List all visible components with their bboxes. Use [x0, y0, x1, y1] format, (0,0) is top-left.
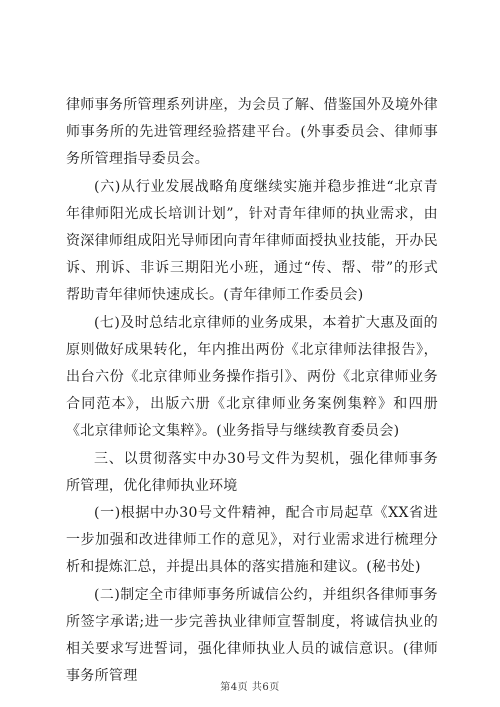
paragraph-1: 律师事务所管理系列讲座，为会员了解、借鉴国外及境外律师事务所的先进管理经验搭建平台。(外事委员会、律师事务所管理指导委员会。	[66, 97, 438, 168]
paragraph-5: (二)制定全市律师事务所诚信公约，并组织各律师事务所签字承诺;进一步完善执业律师宣誓制度，将诚信执业的相关要求写进誓词，强化律师执业人员的诚信意识。(律师事务所管理	[66, 586, 438, 685]
section-heading-3: 三、以贯彻落实中办30号文件为契机，强化律师事务所管理，优化律师执业环境	[66, 450, 438, 494]
paragraph-2: (六)从行业发展战略角度继续实施并稳步推进“北京青年律师阳光成长培训计划”，针对青年律师的执业需求，由资深律师组成阳光导师团向青年律师面授执业技能，开办民诉、刑诉、非诉三期阳光小班，通过“传、帮、带”的形式帮助青年律师快速成长。(青年律师工作委员会)	[66, 178, 438, 304]
document-body	[66, 92, 438, 690]
paragraph-4: (一)根据中办30号文件精神，配合市局起草《XX省进一步加强和改进律师工作的意见》，对行业需求进行梳理分析和提炼汇总，并提出具体的落实措施和建议。(秘书处)	[66, 505, 438, 576]
page-number-footer: 第4页 共6页	[220, 682, 280, 693]
paragraph-3: (七)及时总结北京律师的业务成果，本着扩大惠及面的原则做好成果转化，年内推出两份《北京律师法律报告》，出台六份《北京律师业务操作指引》、两份《北京律师业务合同范本》，出版六册《北京律师业务案例集粹》和四册《北京律师论文集粹》。(业务指导与继续教育委员会)	[66, 314, 438, 440]
